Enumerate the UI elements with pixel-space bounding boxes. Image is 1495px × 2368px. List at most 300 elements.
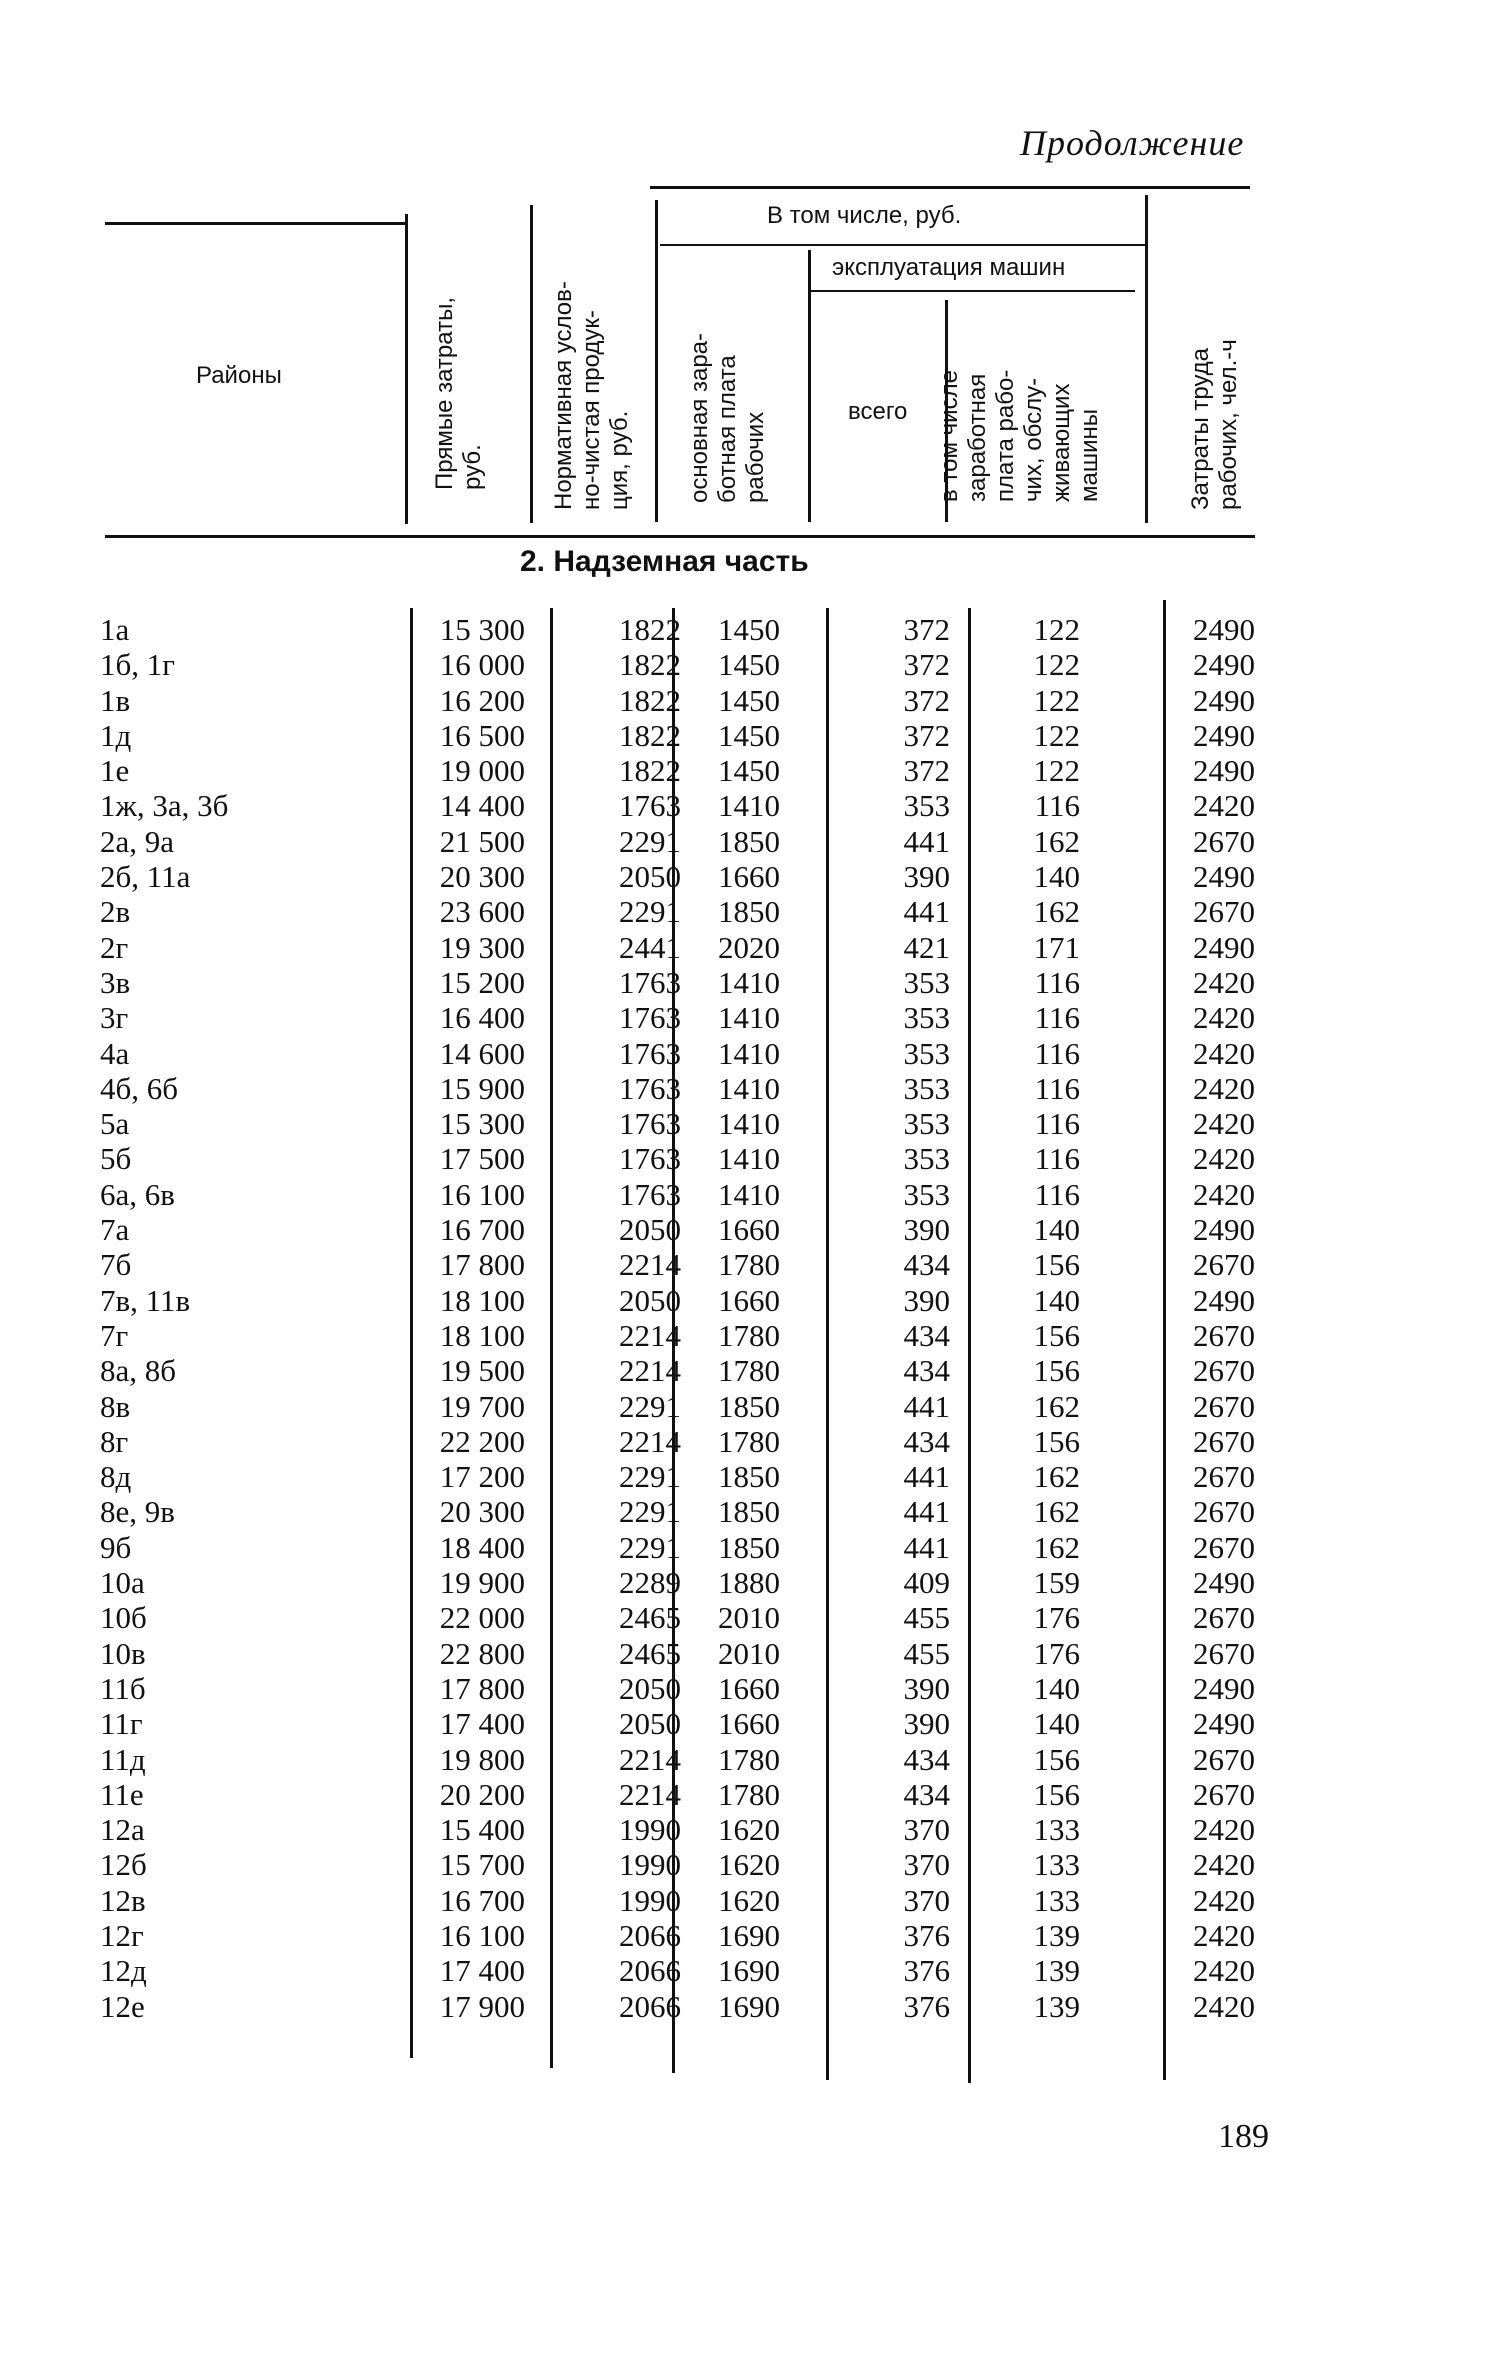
cell-norm: 2441	[619, 929, 681, 965]
cell-mtot: 434	[903, 1423, 950, 1459]
table-row	[0, 1459, 1495, 1494]
table-row	[0, 1706, 1495, 1741]
cell-wage: 1780	[718, 1247, 780, 1283]
cell-mtot: 390	[903, 859, 950, 895]
cell-wage: 1850	[718, 1388, 780, 1424]
cell-mtot: 441	[903, 823, 950, 859]
cell-region: 7б	[100, 1247, 132, 1283]
cell-mwage: 156	[1033, 1247, 1080, 1283]
cell-norm: 1763	[619, 1106, 681, 1142]
cell-norm: 1822	[619, 682, 681, 718]
cell-mwage: 156	[1033, 1741, 1080, 1777]
cell-labor: 2490	[1193, 717, 1255, 753]
cell-mtot: 372	[903, 753, 950, 789]
cell-direct: 19 700	[439, 1388, 525, 1424]
table-row	[0, 1600, 1495, 1635]
cell-wage: 1780	[718, 1776, 780, 1812]
cell-region: 7а	[100, 1212, 130, 1248]
cell-mtot: 353	[903, 1141, 950, 1177]
cell-norm: 2465	[619, 1600, 681, 1636]
cell-region: 4а	[100, 1035, 130, 1071]
cell-labor: 2420	[1193, 1917, 1255, 1953]
continued-label: Продолжение	[1020, 123, 1245, 163]
cell-mwage: 139	[1033, 1953, 1080, 1989]
cell-mwage: 156	[1033, 1317, 1080, 1353]
cell-labor: 2670	[1193, 1494, 1255, 1530]
cell-region: 6а, 6в	[100, 1176, 175, 1212]
cell-direct: 15 300	[439, 1106, 525, 1142]
cell-mwage: 133	[1033, 1882, 1080, 1918]
cell-labor: 2670	[1193, 823, 1255, 859]
cell-mtot: 353	[903, 964, 950, 1000]
cell-direct: 22 200	[439, 1423, 525, 1459]
table-row	[0, 1036, 1495, 1071]
cell-norm: 2050	[619, 1670, 681, 1706]
cell-mwage: 162	[1033, 894, 1080, 930]
cell-wage: 1660	[718, 1706, 780, 1742]
table-row	[0, 1742, 1495, 1777]
header-vline-3	[655, 200, 658, 522]
cell-wage: 1690	[718, 1953, 780, 1989]
cell-region: 9б	[100, 1529, 132, 1565]
cell-region: 12в	[100, 1882, 146, 1918]
cell-direct: 19 300	[439, 929, 525, 965]
cell-labor: 2670	[1193, 1741, 1255, 1777]
table-row	[0, 1953, 1495, 1988]
cell-norm: 1763	[619, 788, 681, 824]
cell-wage: 1660	[718, 1282, 780, 1318]
cell-wage: 1880	[718, 1565, 780, 1601]
cell-direct: 22 000	[439, 1600, 525, 1636]
cell-labor: 2490	[1193, 1212, 1255, 1248]
cell-norm: 2214	[619, 1423, 681, 1459]
cell-norm: 1763	[619, 1000, 681, 1036]
header-including: В том числе, руб.	[767, 202, 962, 229]
cell-mtot: 434	[903, 1247, 950, 1283]
table-row	[0, 1247, 1495, 1282]
cell-mtot: 434	[903, 1353, 950, 1389]
cell-norm: 1990	[619, 1847, 681, 1883]
cell-mtot: 353	[903, 1176, 950, 1212]
cell-mwage: 176	[1033, 1635, 1080, 1671]
cell-region: 11е	[100, 1776, 144, 1812]
cell-norm: 1822	[619, 717, 681, 753]
cell-labor: 2490	[1193, 753, 1255, 789]
cell-mtot: 421	[903, 929, 950, 965]
cell-mtot: 370	[903, 1882, 950, 1918]
cell-labor: 2490	[1193, 647, 1255, 683]
cell-wage: 1410	[718, 1106, 780, 1142]
table-row	[0, 647, 1495, 682]
cell-mwage: 159	[1033, 1565, 1080, 1601]
cell-wage: 2010	[718, 1600, 780, 1636]
cell-labor: 2490	[1193, 1706, 1255, 1742]
cell-labor: 2670	[1193, 1317, 1255, 1353]
cell-norm: 2066	[619, 1988, 681, 2024]
cell-norm: 2214	[619, 1741, 681, 1777]
table-row	[0, 930, 1495, 965]
cell-region: 1е	[100, 753, 130, 789]
cell-direct: 17 900	[439, 1988, 525, 2024]
header-top-rule-right	[650, 186, 1250, 189]
cell-mtot: 434	[903, 1776, 950, 1812]
cell-mtot: 441	[903, 894, 950, 930]
cell-mwage: 139	[1033, 1917, 1080, 1953]
header-vline-1	[405, 214, 408, 524]
including-rule	[660, 244, 1145, 246]
table-row	[0, 965, 1495, 1000]
table-row	[0, 1071, 1495, 1106]
cell-wage: 1850	[718, 894, 780, 930]
cell-norm: 2465	[619, 1635, 681, 1671]
cell-labor: 2670	[1193, 894, 1255, 930]
cell-labor: 2490	[1193, 1282, 1255, 1318]
cell-mwage: 116	[1034, 1035, 1080, 1071]
cell-wage: 1620	[718, 1847, 780, 1883]
cell-mtot: 353	[903, 1035, 950, 1071]
cell-direct: 15 300	[439, 612, 525, 647]
cell-region: 8а, 8б	[100, 1353, 177, 1389]
table-row	[0, 683, 1495, 718]
cell-region: 2в	[100, 894, 131, 930]
cell-mtot: 372	[903, 717, 950, 753]
header-basic-wage: основная зара- ботная плата рабочих	[686, 332, 769, 503]
cell-mwage: 162	[1033, 1529, 1080, 1565]
cell-mtot: 372	[903, 612, 950, 647]
cell-wage: 1690	[718, 1988, 780, 2024]
cell-norm: 1763	[619, 964, 681, 1000]
header-direct-costs: Прямые затраты, руб.	[431, 297, 486, 490]
cell-region: 7в, 11в	[100, 1282, 191, 1318]
cell-mwage: 139	[1033, 1988, 1080, 2024]
cell-norm: 2066	[619, 1953, 681, 1989]
table-row	[0, 1424, 1495, 1459]
cell-wage: 1620	[718, 1882, 780, 1918]
cell-norm: 2050	[619, 1212, 681, 1248]
cell-direct: 16 000	[439, 647, 525, 683]
cell-mwage: 162	[1033, 1388, 1080, 1424]
table-row	[0, 1847, 1495, 1882]
cell-mwage: 140	[1033, 1212, 1080, 1248]
table-row	[0, 753, 1495, 788]
cell-wage: 1450	[718, 753, 780, 789]
cell-mtot: 434	[903, 1317, 950, 1353]
header-labor: Затраты труда рабочих, чел.-ч	[1187, 339, 1242, 510]
cell-labor: 2420	[1193, 1106, 1255, 1142]
cell-mtot: 370	[903, 1847, 950, 1883]
cell-mwage: 140	[1033, 859, 1080, 895]
cell-wage: 1850	[718, 1529, 780, 1565]
header-total: всего	[848, 398, 908, 425]
cell-direct: 20 300	[439, 859, 525, 895]
cell-wage: 1780	[718, 1317, 780, 1353]
cell-mtot: 434	[903, 1741, 950, 1777]
cell-mwage: 122	[1033, 682, 1080, 718]
cell-direct: 21 500	[439, 823, 525, 859]
cell-direct: 20 300	[439, 1494, 525, 1530]
cell-norm: 1990	[619, 1882, 681, 1918]
table-row	[0, 1283, 1495, 1318]
cell-labor: 2670	[1193, 1459, 1255, 1495]
header-bottom-rule	[105, 535, 1255, 538]
cell-region: 1ж, 3а, 3б	[100, 788, 229, 824]
cell-mtot: 376	[903, 1917, 950, 1953]
cell-wage: 2020	[718, 929, 780, 965]
cell-region: 10а	[100, 1565, 145, 1601]
cell-wage: 2010	[718, 1635, 780, 1671]
cell-region: 8д	[100, 1459, 132, 1495]
header-vline-4	[808, 250, 811, 522]
cell-direct: 15 200	[439, 964, 525, 1000]
table-row	[0, 1918, 1495, 1953]
table-row	[0, 1177, 1495, 1212]
cell-labor: 2420	[1193, 964, 1255, 1000]
cell-wage: 1450	[718, 717, 780, 753]
cell-mwage: 116	[1034, 1070, 1080, 1106]
cell-region: 2г	[100, 929, 129, 965]
cell-wage: 1410	[718, 1141, 780, 1177]
cell-mwage: 116	[1034, 1000, 1080, 1036]
cell-region: 8в	[100, 1388, 131, 1424]
table-row	[0, 824, 1495, 859]
cell-region: 1а	[100, 612, 130, 647]
cell-labor: 2420	[1193, 1035, 1255, 1071]
cell-mtot: 441	[903, 1459, 950, 1495]
cell-norm: 2214	[619, 1317, 681, 1353]
machine-rule	[810, 290, 1135, 292]
cell-region: 3в	[100, 964, 131, 1000]
cell-norm: 2291	[619, 823, 681, 859]
cell-region: 10в	[100, 1635, 146, 1671]
cell-wage: 1690	[718, 1917, 780, 1953]
cell-direct: 17 400	[439, 1953, 525, 1989]
cell-norm: 2289	[619, 1565, 681, 1601]
cell-mtot: 441	[903, 1494, 950, 1530]
header-top-rule-left	[105, 222, 405, 225]
cell-region: 12б	[100, 1847, 147, 1883]
cell-region: 11г	[100, 1706, 143, 1742]
table-row	[0, 1494, 1495, 1529]
cell-direct: 20 200	[439, 1776, 525, 1812]
cell-labor: 2670	[1193, 1353, 1255, 1389]
header-vline-6	[1145, 195, 1148, 523]
cell-wage: 1660	[718, 859, 780, 895]
data-table-body	[0, 612, 1495, 2024]
cell-mwage: 133	[1033, 1847, 1080, 1883]
cell-mwage: 140	[1033, 1706, 1080, 1742]
cell-labor: 2420	[1193, 1882, 1255, 1918]
table-row	[0, 1565, 1495, 1600]
cell-mwage: 116	[1034, 788, 1080, 824]
table-row	[0, 1353, 1495, 1388]
cell-wage: 1450	[718, 682, 780, 718]
cell-mtot: 409	[903, 1565, 950, 1601]
cell-direct: 18 100	[439, 1317, 525, 1353]
cell-mwage: 116	[1034, 964, 1080, 1000]
table-row	[0, 788, 1495, 823]
cell-labor: 2420	[1193, 1176, 1255, 1212]
cell-mtot: 455	[903, 1600, 950, 1636]
cell-mwage: 122	[1033, 717, 1080, 753]
cell-mtot: 353	[903, 1106, 950, 1142]
cell-norm: 1822	[619, 647, 681, 683]
table-row	[0, 1141, 1495, 1176]
cell-norm: 1822	[619, 753, 681, 789]
cell-direct: 15 400	[439, 1812, 525, 1848]
cell-mtot: 441	[903, 1529, 950, 1565]
cell-norm: 1763	[619, 1070, 681, 1106]
cell-direct: 16 700	[439, 1882, 525, 1918]
cell-region: 1в	[100, 682, 131, 718]
cell-mwage: 176	[1033, 1600, 1080, 1636]
cell-region: 3г	[100, 1000, 129, 1036]
cell-mtot: 372	[903, 647, 950, 683]
cell-labor: 2420	[1193, 1988, 1255, 2024]
cell-wage: 1660	[718, 1670, 780, 1706]
cell-wage: 1450	[718, 612, 780, 647]
cell-norm: 2214	[619, 1353, 681, 1389]
cell-mwage: 122	[1033, 612, 1080, 647]
cell-region: 8е, 9в	[100, 1494, 175, 1530]
cell-region: 11б	[100, 1670, 146, 1706]
cell-mwage: 156	[1033, 1353, 1080, 1389]
cell-direct: 22 800	[439, 1635, 525, 1671]
cell-direct: 16 200	[439, 682, 525, 718]
table-row	[0, 1777, 1495, 1812]
cell-region: 8г	[100, 1423, 129, 1459]
cell-labor: 2490	[1193, 859, 1255, 895]
cell-mtot: 370	[903, 1812, 950, 1848]
cell-mwage: 171	[1033, 929, 1080, 965]
cell-wage: 1780	[718, 1741, 780, 1777]
cell-mtot: 353	[903, 788, 950, 824]
cell-region: 1б, 1г	[100, 647, 175, 683]
table-row	[0, 1989, 1495, 2024]
cell-mwage: 140	[1033, 1282, 1080, 1318]
cell-norm: 1763	[619, 1141, 681, 1177]
cell-mtot: 441	[903, 1388, 950, 1424]
cell-labor: 2420	[1193, 1847, 1255, 1883]
cell-mtot: 390	[903, 1670, 950, 1706]
header-machine-operation: эксплуатация машин	[832, 254, 1066, 281]
cell-norm: 2291	[619, 1494, 681, 1530]
cell-wage: 1450	[718, 647, 780, 683]
table-row	[0, 1389, 1495, 1424]
cell-direct: 19 800	[439, 1741, 525, 1777]
cell-direct: 16 100	[439, 1917, 525, 1953]
table-row	[0, 1812, 1495, 1847]
header-normative-net: Нормативная услов- но-чистая продук- ция, руб.	[550, 281, 633, 510]
cell-wage: 1850	[718, 1459, 780, 1495]
page-number: 189	[1218, 2118, 1269, 2155]
cell-labor: 2670	[1193, 1635, 1255, 1671]
cell-labor: 2670	[1193, 1247, 1255, 1283]
cell-direct: 14 600	[439, 1035, 525, 1071]
cell-mtot: 353	[903, 1000, 950, 1036]
cell-wage: 1780	[718, 1353, 780, 1389]
table-row	[0, 1530, 1495, 1565]
cell-labor: 2490	[1193, 929, 1255, 965]
cell-region: 11д	[100, 1741, 146, 1777]
cell-region: 5а	[100, 1106, 130, 1142]
cell-direct: 16 400	[439, 1000, 525, 1036]
cell-labor: 2670	[1193, 1600, 1255, 1636]
cell-norm: 2214	[619, 1776, 681, 1812]
cell-labor: 2670	[1193, 1529, 1255, 1565]
cell-wage: 1410	[718, 1035, 780, 1071]
cell-mtot: 455	[903, 1635, 950, 1671]
cell-region: 12д	[100, 1953, 147, 1989]
cell-mtot: 390	[903, 1212, 950, 1248]
table-row	[0, 1106, 1495, 1141]
cell-region: 12е	[100, 1988, 145, 2024]
cell-direct: 17 200	[439, 1459, 525, 1495]
table-row	[0, 1883, 1495, 1918]
cell-region: 4б, 6б	[100, 1070, 179, 1106]
cell-wage: 1410	[718, 1000, 780, 1036]
cell-mwage: 122	[1033, 753, 1080, 789]
cell-mtot: 353	[903, 1070, 950, 1106]
cell-wage: 1410	[718, 1176, 780, 1212]
cell-mwage: 116	[1034, 1106, 1080, 1142]
cell-norm: 2050	[619, 1706, 681, 1742]
cell-region: 12а	[100, 1812, 145, 1848]
cell-direct: 19 900	[439, 1565, 525, 1601]
cell-direct: 23 600	[439, 894, 525, 930]
cell-region: 10б	[100, 1600, 147, 1636]
cell-mwage: 162	[1033, 1459, 1080, 1495]
cell-norm: 2291	[619, 1529, 681, 1565]
cell-direct: 14 400	[439, 788, 525, 824]
table-row	[0, 859, 1495, 894]
section-title: 2. Надземная часть	[520, 545, 809, 578]
cell-labor: 2420	[1193, 788, 1255, 824]
cell-direct: 17 400	[439, 1706, 525, 1742]
cell-wage: 1620	[718, 1812, 780, 1848]
cell-mwage: 156	[1033, 1776, 1080, 1812]
cell-mtot: 390	[903, 1282, 950, 1318]
cell-norm: 2214	[619, 1247, 681, 1283]
cell-norm: 2291	[619, 1459, 681, 1495]
table-row	[0, 718, 1495, 753]
cell-direct: 16 500	[439, 717, 525, 753]
cell-direct: 17 800	[439, 1670, 525, 1706]
cell-norm: 2050	[619, 859, 681, 895]
cell-mwage: 122	[1033, 647, 1080, 683]
cell-region: 1д	[100, 717, 132, 753]
table-row	[0, 1318, 1495, 1353]
table-row	[0, 1636, 1495, 1671]
cell-mwage: 116	[1034, 1141, 1080, 1177]
cell-norm: 2291	[619, 1388, 681, 1424]
cell-direct: 18 100	[439, 1282, 525, 1318]
cell-direct: 16 100	[439, 1176, 525, 1212]
table-row	[0, 1212, 1495, 1247]
cell-mwage: 133	[1033, 1812, 1080, 1848]
cell-labor: 2420	[1193, 1070, 1255, 1106]
cell-labor: 2670	[1193, 1776, 1255, 1812]
cell-labor: 2490	[1193, 1565, 1255, 1601]
header-vline-2	[530, 205, 533, 523]
cell-wage: 1780	[718, 1423, 780, 1459]
cell-mwage: 116	[1034, 1176, 1080, 1212]
table-row	[0, 612, 1495, 647]
cell-norm: 1763	[619, 1035, 681, 1071]
cell-norm: 1822	[619, 612, 681, 647]
cell-wage: 1410	[718, 1070, 780, 1106]
cell-wage: 1660	[718, 1212, 780, 1248]
cell-mwage: 162	[1033, 1494, 1080, 1530]
